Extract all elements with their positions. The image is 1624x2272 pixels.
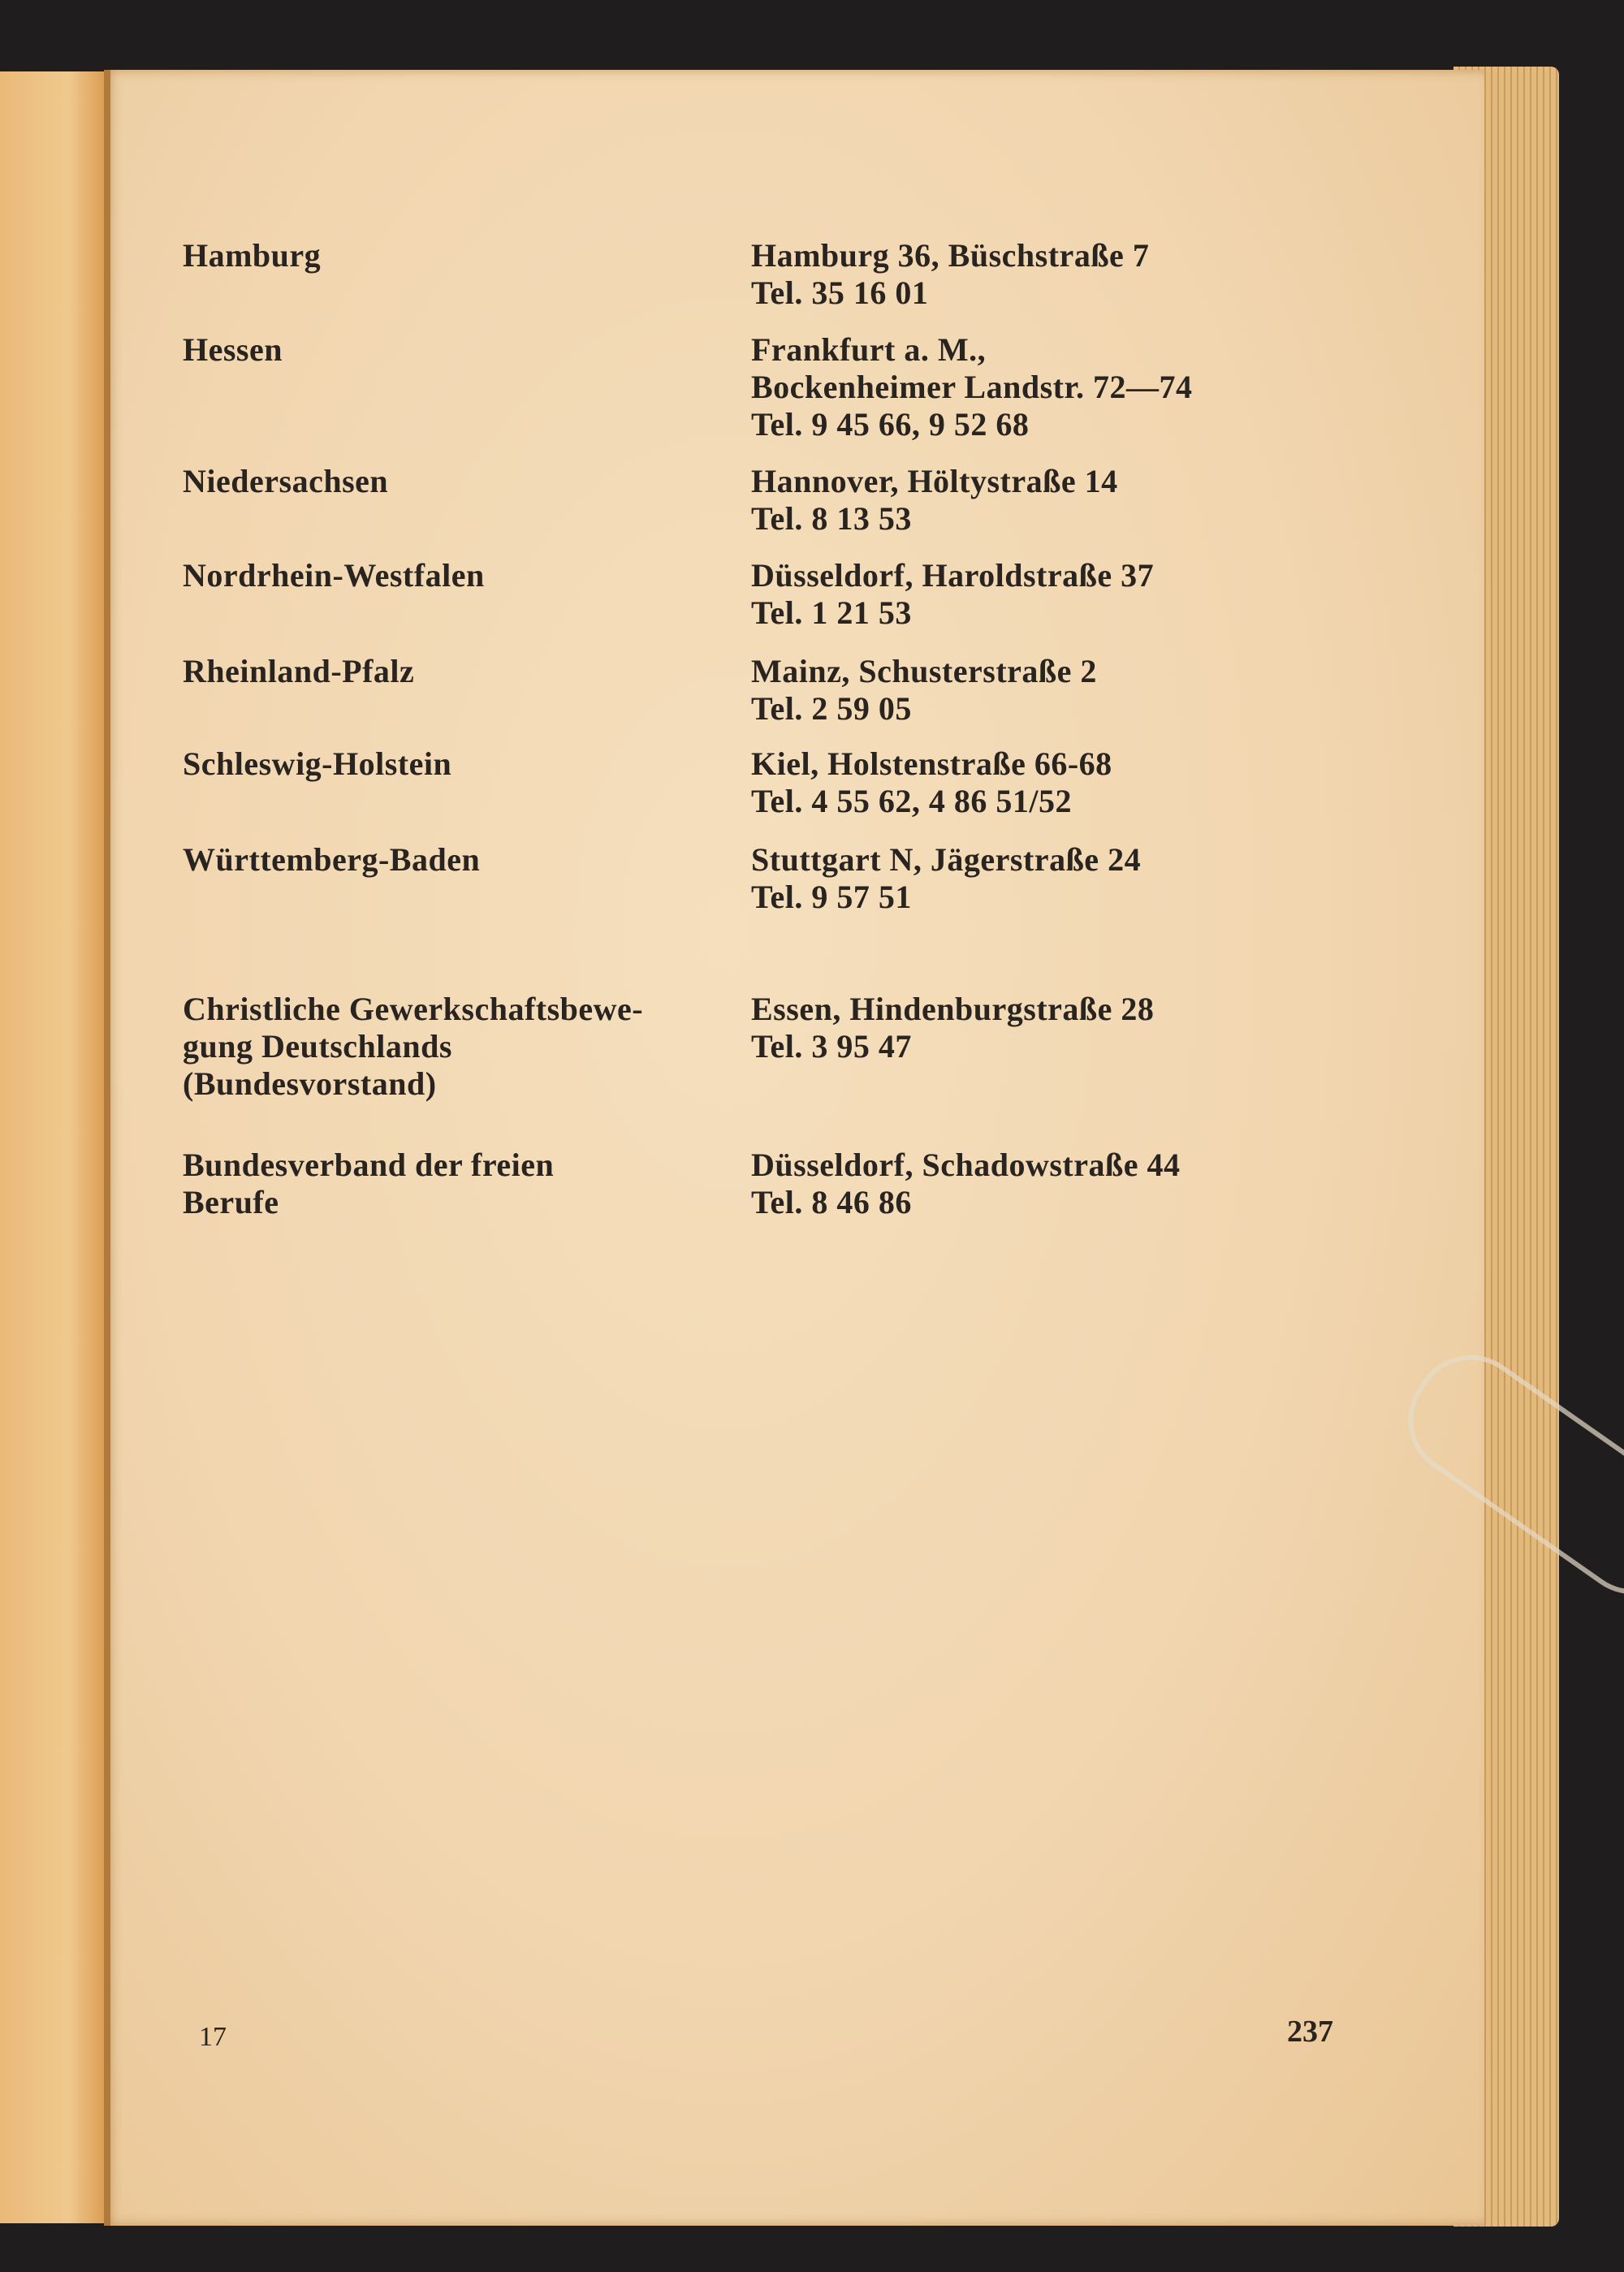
name-line: Berufe bbox=[183, 1184, 279, 1220]
organization-address bbox=[751, 745, 1112, 820]
name-line: Bundesverband der freien bbox=[183, 1147, 555, 1183]
organization-name bbox=[183, 331, 283, 369]
organization-name bbox=[183, 1147, 554, 1221]
address-line: Tel. 1 21 53 bbox=[751, 594, 912, 631]
name-line: Schleswig-Holstein bbox=[183, 745, 452, 782]
name-line: Niedersachsen bbox=[183, 463, 389, 499]
name-line: Hamburg bbox=[183, 237, 322, 274]
address-line: Tel. 2 59 05 bbox=[751, 690, 912, 727]
address-line: Essen, Hindenburgstraße 28 bbox=[751, 991, 1155, 1027]
name-line: gung Deutschlands bbox=[183, 1028, 452, 1065]
name-line: Rheinland-Pfalz bbox=[183, 653, 415, 689]
address-line: Tel. 8 13 53 bbox=[751, 500, 912, 537]
organization-address bbox=[751, 991, 1154, 1065]
organization-address bbox=[751, 237, 1149, 312]
address-line: Bockenheimer Landstr. 72—74 bbox=[751, 369, 1193, 405]
page-number: 237 bbox=[1287, 2015, 1333, 2049]
name-line: Hessen bbox=[183, 331, 283, 368]
address-line: Kiel, Holstenstraße 66-68 bbox=[751, 745, 1112, 782]
organization-address bbox=[751, 1147, 1180, 1221]
name-line: Christliche Gewerkschaftsbewe- bbox=[183, 991, 644, 1027]
organization-name bbox=[183, 745, 451, 783]
address-line: Mainz, Schusterstraße 2 bbox=[751, 653, 1097, 689]
address-line: Stuttgart N, Jägerstraße 24 bbox=[751, 841, 1142, 878]
organization-address bbox=[751, 841, 1141, 916]
address-line: Düsseldorf, Schadowstraße 44 bbox=[751, 1147, 1181, 1183]
organization-name bbox=[183, 841, 480, 879]
name-line: (Bundesvorstand) bbox=[183, 1065, 437, 1102]
organization-name bbox=[183, 463, 388, 500]
address-line: Tel. 8 46 86 bbox=[751, 1184, 912, 1220]
organization-name bbox=[183, 237, 321, 274]
organization-name bbox=[183, 653, 414, 690]
address-line: Tel. 4 55 62, 4 86 51/52 bbox=[751, 783, 1072, 819]
organization-address bbox=[751, 331, 1193, 443]
name-line: Nordrhein-Westfalen bbox=[183, 557, 485, 594]
address-line: Hamburg 36, Büschstraße 7 bbox=[751, 237, 1150, 274]
name-line: Württemberg-Baden bbox=[183, 841, 481, 878]
address-line: Tel. 35 16 01 bbox=[751, 274, 929, 311]
address-line: Düsseldorf, Haroldstraße 37 bbox=[751, 557, 1155, 594]
address-line: Tel. 9 57 51 bbox=[751, 879, 912, 915]
organization-address bbox=[751, 463, 1118, 538]
address-line: Frankfurt a. M., bbox=[751, 331, 987, 368]
address-line: Hannover, Höltystraße 14 bbox=[751, 463, 1118, 499]
facing-page-edge bbox=[0, 71, 114, 2223]
address-line: Tel. 9 45 66, 9 52 68 bbox=[751, 406, 1030, 443]
book-gutter bbox=[104, 70, 110, 2226]
organization-address bbox=[751, 557, 1154, 632]
organization-name bbox=[183, 991, 643, 1103]
address-line: Tel. 3 95 47 bbox=[751, 1028, 912, 1065]
signature-mark: 17 bbox=[199, 2022, 227, 2052]
organization-name bbox=[183, 557, 485, 594]
organization-address bbox=[751, 653, 1097, 728]
